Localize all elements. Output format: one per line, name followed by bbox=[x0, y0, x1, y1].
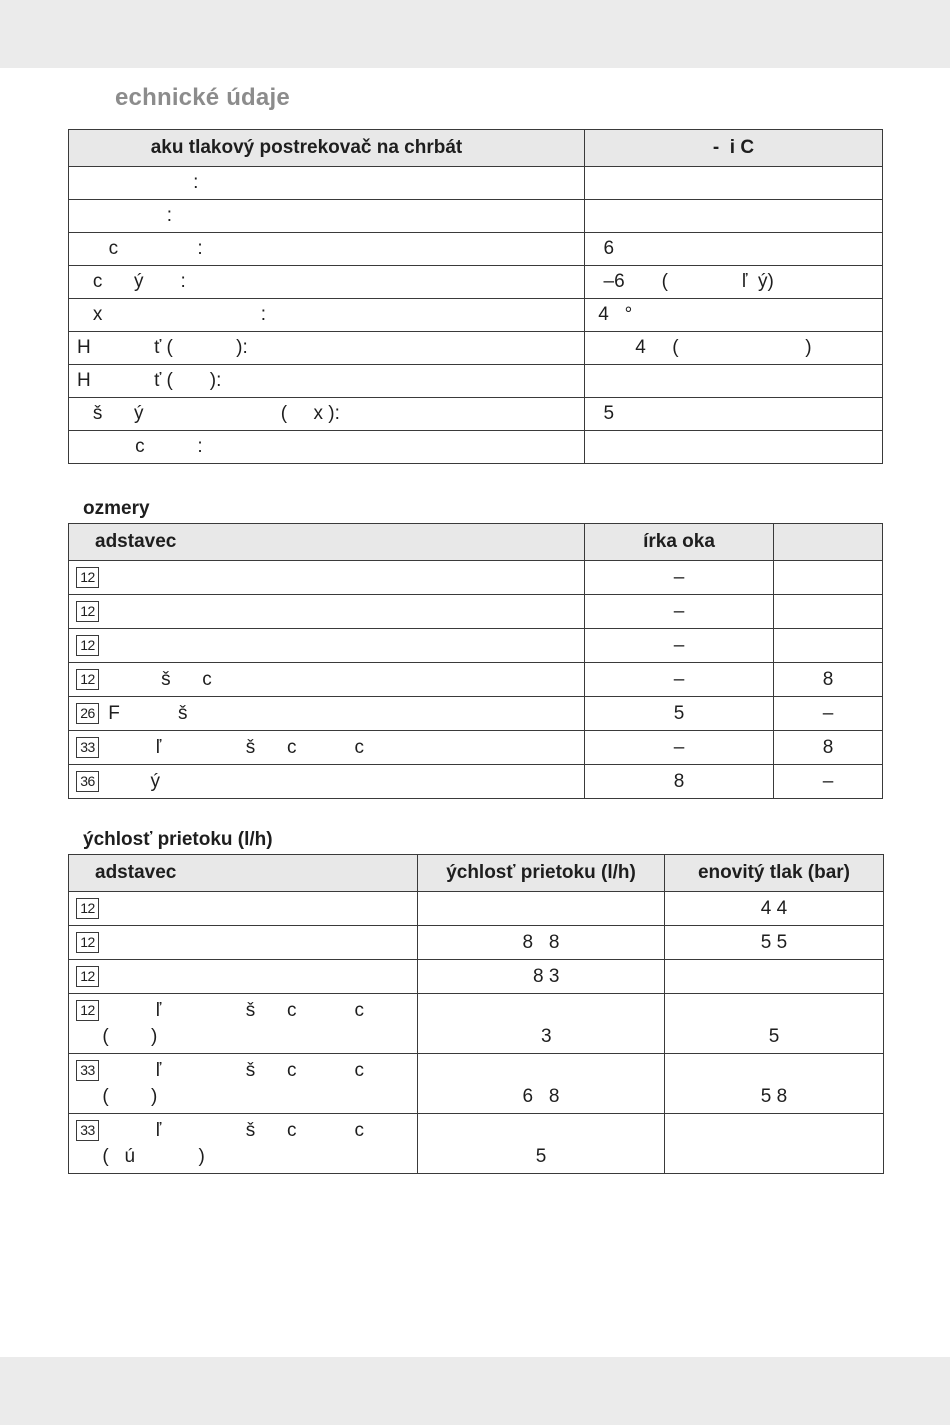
tech-value: 5 bbox=[585, 398, 883, 431]
pressure-value: 5 bbox=[665, 994, 884, 1054]
nozzle-label-line2: ( ú ) bbox=[76, 1145, 205, 1167]
pressure-value: 5 8 bbox=[665, 1054, 884, 1114]
flow-value: 8 8 bbox=[418, 926, 665, 960]
rozmery-table bbox=[68, 523, 883, 799]
prietok-row-label bbox=[69, 994, 418, 1054]
rozmery-value-b: – bbox=[774, 697, 883, 731]
flow-value: 3 bbox=[418, 994, 665, 1054]
nozzle-label-line2: ( ) bbox=[76, 1085, 158, 1107]
nozzle-label: ý bbox=[103, 770, 161, 792]
prietok-header-flow: ýchlosť prietoku (l/h) bbox=[418, 855, 665, 892]
flow-value: 5 bbox=[418, 1114, 665, 1174]
tech-label: H ť ( ): bbox=[69, 332, 585, 365]
tech-label: c : bbox=[69, 431, 585, 464]
prietok-title: ýchlosť prietoku (l/h) bbox=[83, 829, 273, 850]
rozmery-value-b: 8 bbox=[774, 663, 883, 697]
rozmery-value-a: – bbox=[585, 629, 774, 663]
ref-box: 12 bbox=[76, 635, 99, 656]
pressure-value bbox=[665, 960, 884, 994]
tech-value: 4 ° bbox=[585, 299, 883, 332]
nozzle-label: š c bbox=[103, 668, 212, 690]
ref-box: 36 bbox=[76, 771, 99, 792]
flow-value bbox=[418, 892, 665, 926]
ref-box: 12 bbox=[76, 966, 99, 987]
rozmery-row-label bbox=[69, 595, 585, 629]
ref-box: 12 bbox=[76, 898, 99, 919]
nozzle-label-line2: ( ) bbox=[76, 1025, 158, 1047]
tech-label: c : bbox=[69, 233, 585, 266]
rozmery-title: ozmery bbox=[83, 498, 150, 519]
ref-box: 33 bbox=[76, 1060, 99, 1081]
tech-value bbox=[585, 365, 883, 398]
tech-data-table bbox=[68, 129, 883, 464]
tech-label: : bbox=[69, 200, 585, 233]
rozmery-value-a: – bbox=[585, 663, 774, 697]
rozmery-row-label bbox=[69, 629, 585, 663]
tech-label: : bbox=[69, 167, 585, 200]
prietok-table bbox=[68, 854, 884, 1174]
tech-value: –6 ( ľ ý) bbox=[585, 266, 883, 299]
prietok-row-label bbox=[69, 892, 418, 926]
rozmery-header-sirka-oka: írka oka bbox=[585, 524, 774, 561]
pressure-value bbox=[665, 1114, 884, 1174]
rozmery-row-label bbox=[69, 561, 585, 595]
rozmery-value-b: – bbox=[774, 765, 883, 799]
nozzle-label: ľ š c c bbox=[103, 736, 365, 758]
ref-box: 12 bbox=[76, 669, 99, 690]
rozmery-row-label bbox=[69, 731, 585, 765]
prietok-row-label bbox=[69, 1114, 418, 1174]
rozmery-value-b: 8 bbox=[774, 731, 883, 765]
prietok-row-label bbox=[69, 1054, 418, 1114]
nozzle-label: F š bbox=[103, 702, 188, 724]
ref-box: 12 bbox=[76, 1000, 99, 1021]
nozzle-label-line1: ľ š c c bbox=[103, 1119, 365, 1141]
rozmery-value-b bbox=[774, 561, 883, 595]
ref-box: 33 bbox=[76, 1120, 99, 1141]
tech-value: 4 ( ) bbox=[585, 332, 883, 365]
rozmery-value-a: 8 bbox=[585, 765, 774, 799]
pressure-value: 5 5 bbox=[665, 926, 884, 960]
rozmery-value-a: – bbox=[585, 561, 774, 595]
prietok-header-pressure: enovitý tlak (bar) bbox=[665, 855, 884, 892]
ref-box: 12 bbox=[76, 567, 99, 588]
prietok-header-nadstavec: adstavec bbox=[69, 855, 418, 892]
ref-box: 26 bbox=[76, 703, 99, 724]
rozmery-value-a: – bbox=[585, 731, 774, 765]
rozmery-value-a: – bbox=[585, 595, 774, 629]
bottom-band bbox=[0, 1357, 950, 1425]
tech-label: H ť ( ): bbox=[69, 365, 585, 398]
tech-value bbox=[585, 200, 883, 233]
rozmery-header-empty bbox=[774, 524, 883, 561]
flow-value: 8 3 bbox=[418, 960, 665, 994]
prietok-row-label bbox=[69, 960, 418, 994]
ref-box: 12 bbox=[76, 601, 99, 622]
top-band bbox=[0, 0, 950, 68]
tech-value bbox=[585, 431, 883, 464]
flow-value: 6 8 bbox=[418, 1054, 665, 1114]
nozzle-label-line1: ľ š c c bbox=[103, 999, 365, 1021]
nozzle-label-line1: ľ š c c bbox=[103, 1059, 365, 1081]
rozmery-row-label bbox=[69, 697, 585, 731]
tech-value: 6 bbox=[585, 233, 883, 266]
tech-label: x : bbox=[69, 299, 585, 332]
pressure-value: 4 4 bbox=[665, 892, 884, 926]
ref-box: 12 bbox=[76, 932, 99, 953]
rozmery-header-nadstavec: adstavec bbox=[69, 524, 585, 561]
page-title: echnické údaje bbox=[115, 84, 290, 111]
prietok-row-label bbox=[69, 926, 418, 960]
rozmery-value-a: 5 bbox=[585, 697, 774, 731]
rozmery-value-b bbox=[774, 595, 883, 629]
rozmery-row-label bbox=[69, 765, 585, 799]
tech-value bbox=[585, 167, 883, 200]
rozmery-value-b bbox=[774, 629, 883, 663]
tech-header-model: - i C bbox=[585, 130, 883, 167]
tech-label: c ý : bbox=[69, 266, 585, 299]
tech-header-product: aku tlakový postrekovač na chrbát bbox=[69, 130, 585, 167]
rozmery-row-label bbox=[69, 663, 585, 697]
tech-label: š ý ( x ): bbox=[69, 398, 585, 431]
ref-box: 33 bbox=[76, 737, 99, 758]
